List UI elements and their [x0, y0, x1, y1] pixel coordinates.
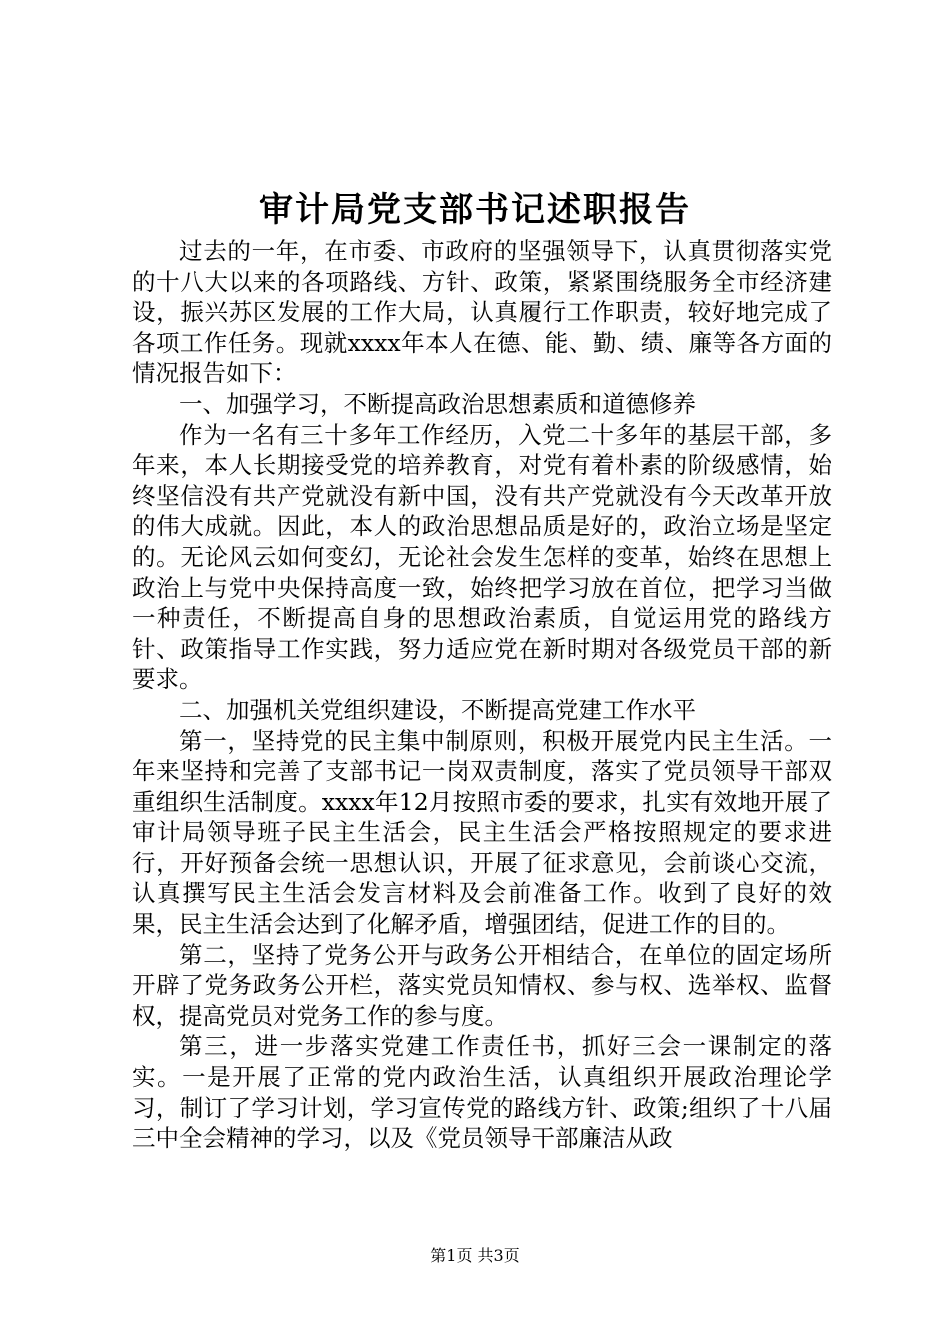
- section-heading-1: 一、加强学习，不断提高政治思想素质和道德修养: [179, 389, 696, 418]
- paragraph-intro: 过去的一年，在市委、市政府的坚强领导下，认真贯彻落实党的十八大以来的各项路线、方针、政策，紧紧围绕服务全市经济建设，振兴苏区发展的工作大局，认真履行工作职责，较好地完成了各项工作任务。现就xxxx年本人在德、能、勤、绩、廉等各方面的情况报告如下：: [132, 237, 832, 388]
- paragraph-point-2: 第二，坚持了党务公开与政务公开相结合，在单位的固定场所开辟了党务政务公开栏，落实党员知情权、参与权、选举权、监督权，提高党员对党务工作的参与度。: [132, 940, 832, 1030]
- document-title: 审计局党支部书记述职报告: [259, 190, 691, 230]
- paragraph-point-3: 第三，进一步落实党建工作责任书，抓好三会一课制定的落实。一是开展了正常的党内政治生活，认真组织开展政治理论学习，制订了学习计划，学习宣传党的路线方针、政策;组织了十八届三中全会精神的学习，以及《党员领导干部廉洁从政: [132, 1032, 832, 1153]
- page-number-footer: 第1页 共3页: [430, 1246, 520, 1265]
- document-body: [132, 236, 832, 1154]
- paragraph-point-1: 第一，坚持党的民主集中制原则，积极开展党内民主生活。一年来坚持和完善了支部书记一岗双责制度，落实了党员领导干部双重组织生活制度。xxxx年12月按照市委的要求，扎实有效地开展了审计局领导班子民主生活会，民主生活会严格按照规定的要求进行，开好预备会统一思想认识，开展了征求意见，会前谈心交流，认真撰写民主生活会发言材料及会前准备工作。收到了良好的效果，民主生活会达到了化解矛盾，增强团结，促进工作的目的。: [132, 726, 832, 939]
- section-heading-2: 二、加强机关党组织建设，不断提高党建工作水平: [179, 695, 696, 724]
- paragraph-section-1: 作为一名有三十多年工作经历，入党二十多年的基层干部，多年来，本人长期接受党的培养教育，对党有着朴素的阶级感情，始终坚信没有共产党就没有新中国，没有共产党就没有今天改革开放的伟大成就。因此，本人的政治思想品质是好的，政治立场是坚定的。无论风云如何变幻，无论社会发生怎样的变革，始终在思想上政治上与党中央保持高度一致，始终把学习放在首位，把学习当做一种责任，不断提高自身的思想政治素质，自觉运用党的路线方针、政策指导工作实践，努力适应党在新时期对各级党员干部的新要求。: [132, 420, 832, 694]
